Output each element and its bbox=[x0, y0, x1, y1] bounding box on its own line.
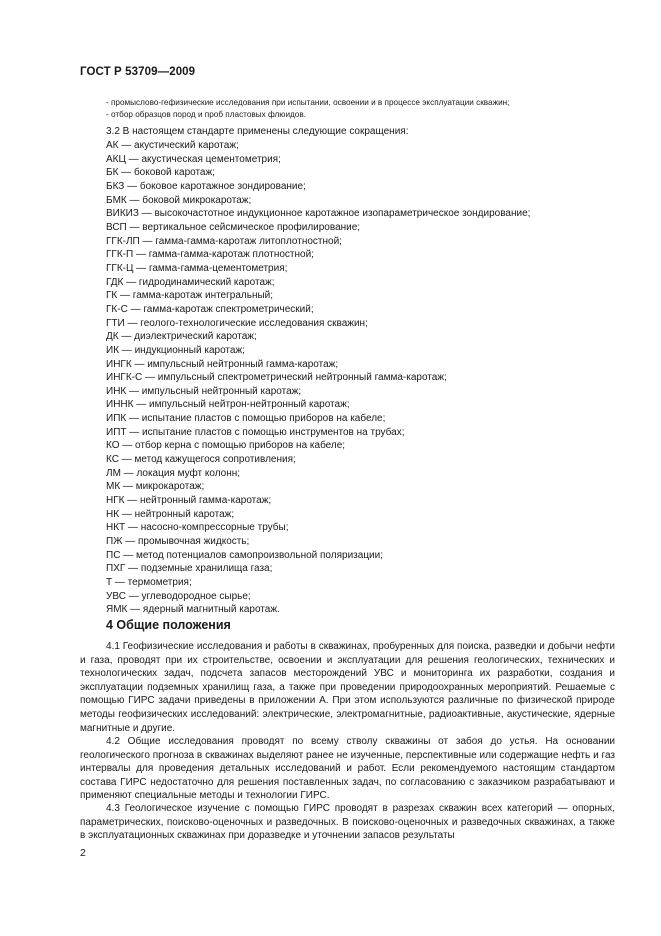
abbreviation-item: ИНК — импульсный нейтронный каротаж; bbox=[106, 385, 302, 397]
abbreviation-item: АКЦ — акустическая цементометрия; bbox=[106, 153, 281, 165]
abbreviation-item: ИПТ — испытание пластов с помощью инструментов на трубах; bbox=[106, 426, 405, 438]
abbreviation-item: НК — нейтронный каротаж; bbox=[106, 508, 235, 520]
abbreviation-item: ДК — диэлектрический каротаж; bbox=[106, 331, 257, 343]
abbreviation-item: БМК — боковой микрокаротаж; bbox=[106, 194, 252, 206]
paragraph-4-2: 4.2 Общие исследования проводят по всему стволу скважины от забоя до устья. На основании геологического прогноза в скважинах выделяют ранее не изученные, перспективные или содержащие нефть и газ интервалы для проведения детальных исследований и работ. Если рекомендуемого настоящим стандартом состава ГИРС недостаточно для решения поставленных задач, по согласованию с заказчиком разрабатывают и применяют специальные методы и технологии ГИРС. bbox=[80, 736, 615, 802]
abbreviation-item: ГГК-П — гамма-гамма-каротаж плотностной; bbox=[106, 249, 314, 261]
list-item: - промыслово-гефизические исследования при испытании, освоении и в процессе эксплуатации скважин; bbox=[106, 98, 510, 107]
abbreviation-item: МК — микрокаротаж; bbox=[106, 481, 205, 493]
abbreviation-item: БКЗ — боковое каротажное зондирование; bbox=[106, 180, 306, 192]
page-number: 2 bbox=[80, 847, 86, 859]
abbreviation-item: ГТИ — геолого-технологические исследования скважин; bbox=[106, 317, 368, 329]
section-title: 4 Общие положения bbox=[106, 618, 231, 632]
abbreviation-item: ИПК — испытание пластов с помощью приборов на кабеле; bbox=[106, 413, 386, 425]
abbreviation-item: ГГК-Ц — гамма-гамма-цементометрия; bbox=[106, 262, 288, 274]
paragraph-4-3: 4.3 Геологическое изучение с помощью ГИРС проводят в разрезах скважин всех категорий — опорных, параметрических, поисково-оценочных и разведочных. В поисково-оценочных и разведочных скважинах, а также в эксплуатационных скважинах при доразведке и уточнении запасов результаты bbox=[80, 803, 615, 842]
abbreviation-item: ЯМК — ядерный магнитный каротаж. bbox=[106, 604, 280, 616]
list-item: - отбор образцов пород и проб пластовых флюидов. bbox=[106, 110, 306, 119]
abbreviation-item: ИК — индукционный каротаж; bbox=[106, 344, 245, 356]
abbreviations-heading: 3.2 В настоящем стандарте применены следующие сокращения: bbox=[106, 126, 409, 137]
abbreviation-item: ГДК — гидродинамический каротаж; bbox=[106, 276, 275, 288]
abbreviation-item: ВИКИЗ — высокочастотное индукционное каротажное изопараметрическое зондирование; bbox=[106, 208, 531, 220]
abbreviation-item: НКТ — насосно-компрессорные трубы; bbox=[106, 522, 289, 534]
abbreviation-item: ГК — гамма-каротаж интегральный; bbox=[106, 290, 274, 302]
abbreviation-item: ИННК — импульсный нейтрон-нейтронный каротаж; bbox=[106, 399, 350, 411]
abbreviation-item: БК — боковой каротаж; bbox=[106, 167, 215, 179]
abbreviation-item: ПС — метод потенциалов самопроизвольной поляризации; bbox=[106, 549, 383, 561]
abbreviation-item: КС — метод кажущегося сопротивления; bbox=[106, 454, 296, 466]
abbreviation-item: ПХГ — подземные хранилища газа; bbox=[106, 563, 273, 575]
abbreviation-item: ИНГК — импульсный нейтронный гамма-каротаж; bbox=[106, 358, 339, 370]
intro-list bbox=[106, 97, 616, 121]
paragraph-4-1: 4.1 Геофизические исследования и работы в скважинах, пробуренных для поиска, разведки и добычи нефти и газа, проводят при их строительстве, освоении и эксплуатации для решения геологических, технических и технологических задач, подсчета запасов месторождений УВС и мониторинга их разработки, создания и эксплуатации подземных хранилищ газа, а также при проведении природоохранных мероприятий. Решаемые с помощью ГИРС задачи приведены в приложении А. При этом используются различные по физической природе методы геофизических исследований: электрические, электромагнитные, радиоактивные, акустические, ядерные магнитные и другие. bbox=[80, 641, 615, 734]
abbreviation-item: ГК-С — гамма-каротаж спектрометрический; bbox=[106, 303, 314, 315]
abbreviation-item: ВСП — вертикальное сейсмическое профилирование; bbox=[106, 221, 361, 233]
abbreviation-item: ПЖ — промывочная жидкость; bbox=[106, 536, 250, 548]
abbreviation-item: ГГК-ЛП — гамма-гамма-каротаж литоплотностной; bbox=[106, 235, 342, 247]
abbreviation-item: НГК — нейтронный гамма-каротаж; bbox=[106, 495, 272, 507]
abbreviation-item: УВС — углеводородное сырье; bbox=[106, 590, 251, 602]
abbreviation-item: ИНГК-С — импульсный спектрометрический нейтронный гамма-каротаж; bbox=[106, 372, 447, 384]
page-header: ГОСТ Р 53709—2009 bbox=[80, 66, 196, 78]
abbreviation-item: КО — отбор керна с помощью приборов на кабеле; bbox=[106, 440, 346, 452]
abbreviation-item: Т — термометрия; bbox=[106, 577, 192, 588]
abbreviation-item: АК — акустический каротаж; bbox=[106, 140, 239, 151]
abbreviations-list bbox=[106, 139, 530, 617]
abbreviation-item: ЛМ — локация муфт колонн; bbox=[106, 467, 241, 479]
